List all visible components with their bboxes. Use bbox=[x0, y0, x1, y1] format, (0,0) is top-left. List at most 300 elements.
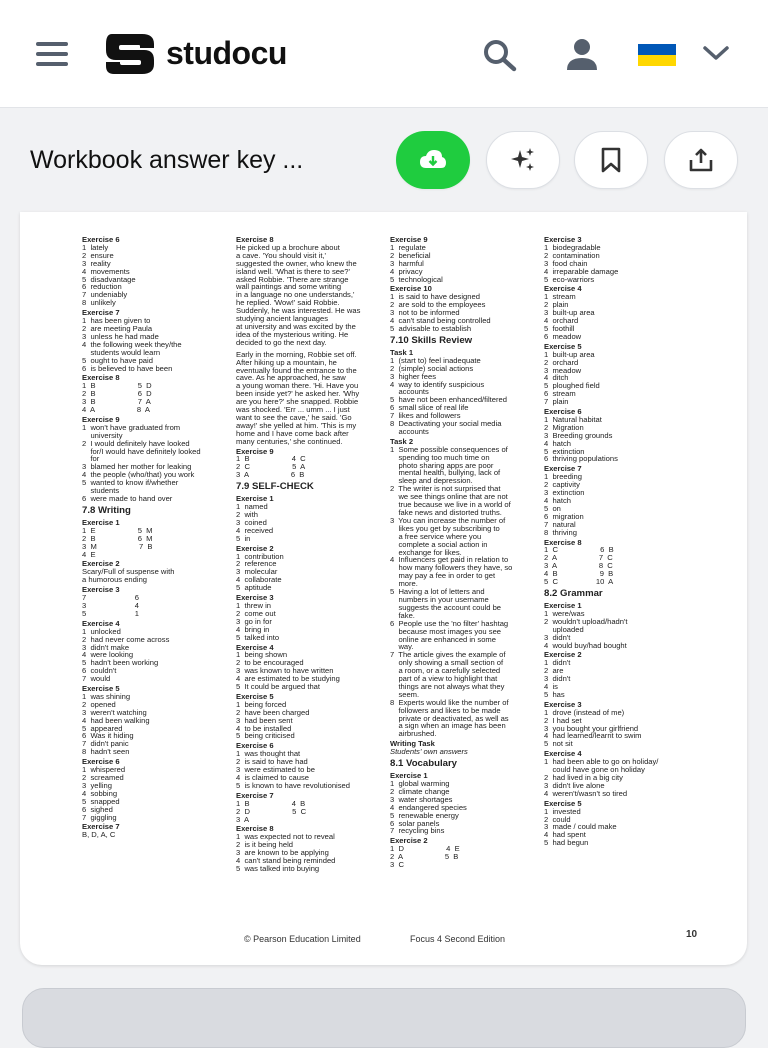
answer-line: 6 solar panels bbox=[390, 818, 440, 828]
answer-line: 1 being forced bbox=[236, 699, 287, 709]
answer-line: a humorous ending bbox=[82, 575, 148, 585]
answer-line: photo sharing apps are poor bbox=[390, 460, 494, 470]
answer-line: 5 being criticised bbox=[236, 731, 295, 741]
exercise-heading: Exercise 9 bbox=[82, 414, 120, 424]
answer-line: 4 privacy bbox=[390, 266, 423, 276]
answer-line: 3 were estimated to be bbox=[236, 765, 315, 775]
answer-line: 2 ensure bbox=[82, 250, 114, 260]
book-title-text: Focus 4 Second Edition bbox=[410, 934, 506, 944]
answer-line: B, D, A, C bbox=[82, 830, 116, 840]
answer-line: 2 I had set bbox=[544, 715, 582, 725]
answer-line: Scary/Full of suspense with bbox=[82, 567, 175, 577]
answer-line: 1 breeding bbox=[544, 472, 582, 482]
answer-line: 8 hadn't seen bbox=[82, 747, 130, 757]
answer-line: 4 orchard bbox=[544, 316, 579, 326]
section-heading: 8.2 Grammar bbox=[544, 587, 603, 599]
answer-line: 5 had begun bbox=[544, 838, 589, 848]
answer-line: 6 migration bbox=[544, 511, 584, 521]
exercise-heading: Exercise 8 bbox=[236, 824, 274, 834]
answer-line: 4 A 8 A bbox=[82, 405, 150, 415]
answer-line: 3 food chain bbox=[544, 258, 588, 268]
answer-line: 4 is bbox=[544, 682, 558, 692]
studocu-logo[interactable] bbox=[102, 30, 287, 76]
answer-line: 1 global warming bbox=[390, 779, 450, 788]
answer-line: 2 climate change bbox=[390, 786, 450, 796]
answer-line: 1 had been able to go on holiday/ bbox=[544, 757, 659, 767]
answer-line: 2 beneficial bbox=[390, 250, 431, 260]
answer-line: 6 couldn't bbox=[82, 666, 117, 676]
exercise-heading: Exercise 5 bbox=[544, 341, 582, 351]
answer-line: how many followers they have, so bbox=[390, 563, 513, 573]
answer-line: 1 was shining bbox=[82, 691, 131, 701]
answer-line: 1 D 4 E bbox=[390, 844, 460, 854]
answer-line: 6 is believed to have been bbox=[82, 363, 173, 373]
answer-line: 2 I would definitely have looked bbox=[82, 438, 190, 448]
exercise-heading: Exercise 6 bbox=[544, 407, 582, 417]
answer-line: spending too much time on bbox=[390, 452, 490, 462]
answer-line: online are enhanced in some bbox=[390, 634, 496, 644]
answer-line: 6 Was it hiding bbox=[82, 731, 134, 741]
answer-line: 1 (start to) feel inadequate bbox=[390, 355, 481, 365]
answer-line: 7 plain bbox=[544, 397, 569, 407]
answer-line: 2 C 5 A bbox=[236, 462, 306, 472]
answer-line: 4 irreparable damage bbox=[544, 266, 619, 276]
answer-line: 1 being shown bbox=[236, 650, 288, 660]
answer-line: 3 didn't bbox=[544, 632, 571, 642]
answer-line: 3 extinction bbox=[544, 488, 585, 498]
answer-line: 4 way to identify suspicious bbox=[390, 379, 485, 389]
answer-line: 1 threw in bbox=[236, 600, 272, 610]
answer-line: in a language no one understands,' bbox=[236, 290, 355, 300]
answer-line: 5 eco-warriors bbox=[544, 274, 595, 284]
answer-line: likes you get by subscribing to bbox=[390, 523, 500, 533]
answer-line: 1 B 4 C bbox=[236, 454, 306, 464]
answer-line: true because we live in a world of bbox=[390, 500, 511, 510]
answer-line: a young woman there. 'Hi. Have you bbox=[236, 381, 359, 391]
answer-line: 6 were made to hand over bbox=[82, 494, 173, 503]
answer-line: 2 The writer is not surprised that bbox=[390, 484, 501, 494]
exercise-heading: Exercise 7 bbox=[236, 790, 274, 800]
answer-line: 2 D 5 C bbox=[236, 806, 307, 816]
search-icon[interactable] bbox=[482, 38, 520, 72]
answer-line: island well. 'What is there to see?' bbox=[236, 266, 350, 276]
answer-line: 7 recycling bins bbox=[390, 826, 445, 836]
answer-line: After hiking up a mountain, he bbox=[236, 357, 337, 367]
answer-line: suggests the account could be bbox=[390, 602, 502, 612]
answer-line: 2 (simple) social actions bbox=[390, 363, 474, 373]
answer-line: 7 giggling bbox=[82, 812, 117, 822]
answer-line: for/I would have definitely looked bbox=[82, 446, 201, 456]
answer-line: 3 A 8 C bbox=[544, 561, 613, 571]
answer-line: 4 is claimed to cause bbox=[236, 773, 310, 782]
share-button[interactable] bbox=[664, 131, 738, 189]
exercise-heading: Exercise 7 bbox=[544, 464, 582, 474]
answer-line: 7 would bbox=[82, 674, 111, 684]
answer-line: 3 not to be informed bbox=[390, 308, 460, 318]
answer-line: 2 Migration bbox=[544, 422, 584, 432]
answer-line: 5 ought to have paid bbox=[82, 355, 153, 365]
answer-line: many centuries,' she continued. bbox=[236, 436, 343, 446]
answer-line: 5 disadvantage bbox=[82, 274, 136, 284]
answer-line: 3 4 bbox=[82, 600, 139, 610]
exercise-heading: Exercise 3 bbox=[236, 593, 274, 603]
save-button[interactable] bbox=[574, 131, 648, 189]
answer-line: 6 small slice of real life bbox=[390, 403, 469, 413]
answer-line: 2 orchard bbox=[544, 357, 579, 367]
answer-line: 5 on bbox=[544, 503, 561, 513]
answer-line: 2 are meeting Paula bbox=[82, 323, 153, 333]
answer-line: 4 collaborate bbox=[236, 575, 282, 585]
exercise-heading: Exercise 2 bbox=[82, 559, 120, 569]
document-title: Workbook answer key ... bbox=[30, 146, 304, 174]
answer-line: 4 E bbox=[82, 549, 96, 559]
answer-line: a sign when an image has been bbox=[390, 721, 506, 731]
exercise-heading: Exercise 4 bbox=[236, 642, 274, 652]
answer-line: 1 C 6 B bbox=[544, 545, 614, 555]
answer-line: 5 have not been enhanced/filtered bbox=[390, 395, 507, 405]
answer-line: 1 invested bbox=[544, 806, 581, 816]
answer-line: 3 Breeding grounds bbox=[544, 430, 613, 440]
copyright-text: © Pearson Education Limited bbox=[244, 934, 361, 944]
answer-line: 3 A bbox=[236, 814, 250, 824]
answer-line: 3 didn't make bbox=[82, 642, 130, 652]
answer-line: 3 B 7 A bbox=[82, 397, 151, 407]
answer-line: are you here?' she snapped. Robbie bbox=[236, 397, 359, 407]
answer-line: asked Robbie. 'There are strange bbox=[236, 274, 349, 284]
exercise-heading: Exercise 2 bbox=[390, 836, 428, 846]
answer-line: 6 People use the 'no filter' hashtag bbox=[390, 618, 509, 628]
answer-line: 3 built-up area bbox=[544, 308, 595, 318]
answer-line: 1 won't have graduated from bbox=[82, 422, 181, 432]
chevron-down-icon[interactable] bbox=[702, 44, 730, 62]
exercise-heading: Exercise 4 bbox=[544, 749, 582, 759]
exercise-heading: Task 2 bbox=[390, 436, 414, 446]
answer-line: more. bbox=[390, 579, 418, 589]
exercise-heading: Exercise 8 bbox=[544, 537, 582, 547]
answer-line: things are not always what they bbox=[390, 681, 505, 691]
answer-line: 3 didn't live alone bbox=[544, 780, 605, 790]
answer-line: 4 received bbox=[236, 525, 274, 535]
answer-line: private or deactivated, as well as bbox=[390, 713, 509, 723]
answer-line: 3 had been sent bbox=[236, 715, 293, 725]
answer-line: 1 E 5 M bbox=[82, 525, 153, 535]
answer-line: fake. bbox=[390, 610, 415, 620]
answer-line: 5 renewable energy bbox=[390, 810, 459, 820]
answer-line: 2 plain bbox=[544, 300, 569, 310]
answer-line: Early in the morning, Robbie set off. bbox=[236, 349, 357, 359]
exercise-heading: Exercise 7 bbox=[82, 822, 120, 832]
answer-line: 1 built-up area bbox=[544, 349, 595, 359]
answer-line: 2 B 6 D bbox=[82, 389, 152, 399]
answer-line: 1 didn't bbox=[544, 658, 571, 668]
answer-line: a room, or a carefully selected bbox=[390, 666, 501, 676]
answer-line: for bbox=[82, 454, 100, 464]
answer-line: exchange for likes. bbox=[390, 547, 462, 557]
answer-line: 5 in bbox=[236, 533, 251, 543]
answer-line: airbrushed. bbox=[390, 729, 437, 739]
answer-line: 4 Influencers get paid in relation to bbox=[390, 555, 509, 565]
answer-line: 2 screamed bbox=[82, 773, 124, 782]
answer-line: 3 meadow bbox=[544, 365, 582, 375]
answer-line: 2 are bbox=[544, 666, 564, 676]
exercise-heading: Exercise 4 bbox=[544, 284, 582, 294]
answer-line: 1 Some possible consequences of bbox=[390, 444, 508, 454]
answer-line: 5 extinction bbox=[544, 446, 585, 456]
answer-line: decided to go the next day. bbox=[236, 337, 327, 347]
answer-line: 6 stream bbox=[544, 389, 576, 399]
answer-line: at university and was excited by the bbox=[236, 321, 356, 331]
answer-line: a cave. 'You should visit it,' bbox=[236, 250, 326, 260]
answer-line: 2 opened bbox=[82, 699, 116, 709]
exercise-heading: Exercise 5 bbox=[82, 684, 120, 694]
answer-line: 3 made / could make bbox=[544, 822, 617, 832]
answer-line: 3 A 6 B bbox=[236, 470, 305, 480]
answer-line: 5 technological bbox=[390, 274, 443, 284]
ukraine-flag-icon[interactable] bbox=[638, 44, 676, 66]
logo-text: studocu bbox=[166, 34, 287, 71]
answer-line: 5 It could be argued that bbox=[236, 682, 321, 692]
exercise-heading: Exercise 3 bbox=[82, 585, 120, 595]
exercise-heading: Exercise 1 bbox=[544, 600, 582, 610]
answer-line: He picked up a brochure about bbox=[236, 242, 340, 252]
answer-line: sleep and depression. bbox=[390, 476, 473, 486]
answer-line: been inside yet?' he asked her. 'Why bbox=[236, 389, 360, 399]
answer-line: studying ancient languages bbox=[236, 314, 329, 324]
answer-line: 3 yelling bbox=[82, 780, 112, 790]
answer-line: because most images you see bbox=[390, 626, 502, 636]
page-column-1 bbox=[82, 234, 230, 839]
answer-line: way. bbox=[390, 642, 414, 652]
answer-line: 5 hadn't been working bbox=[82, 658, 159, 668]
answer-line: 4 were looking bbox=[82, 650, 134, 660]
answer-line: 5 wanted to know if/whether bbox=[82, 478, 179, 488]
exercise-heading: Exercise 6 bbox=[236, 741, 274, 751]
answer-line: 8 Experts would like the number of bbox=[390, 697, 509, 707]
answer-line: he replied. 'Wow!' said Robbie. bbox=[236, 298, 340, 308]
answer-line: 4 the people (who/that) you work bbox=[82, 470, 195, 480]
exercise-heading: Exercise 2 bbox=[236, 543, 274, 553]
answer-line: 2 with bbox=[236, 510, 258, 519]
answer-line: Suddenly, he was interested. He was bbox=[236, 306, 361, 316]
answer-line: 5 is known to have revolutionised bbox=[236, 780, 350, 790]
answer-line: 5 1 bbox=[82, 608, 139, 618]
answer-line: 5 aptitude bbox=[236, 583, 272, 593]
bottom-panel[interactable] bbox=[22, 988, 746, 1048]
answer-line: 1 Natural habitat bbox=[544, 414, 602, 424]
answer-line: 2 had lived in a big city bbox=[544, 773, 623, 782]
sparkle-icon bbox=[509, 146, 537, 174]
answer-line: 1 were/was bbox=[544, 608, 585, 618]
answer-line: we see things online that are not bbox=[390, 492, 508, 502]
answer-line: 1 regulate bbox=[390, 242, 426, 252]
answer-line: 3 weren't watching bbox=[82, 707, 147, 717]
answer-line: 3 go in for bbox=[236, 616, 272, 626]
answer-line: 4 the following week they/the bbox=[82, 339, 182, 349]
answer-line: 2 are sold to the employees bbox=[390, 300, 486, 310]
answer-line: may pay a fee in order to get bbox=[390, 571, 496, 581]
answer-line: 1 unlocked bbox=[82, 626, 121, 636]
answer-line: 2 contamination bbox=[544, 250, 600, 260]
answer-line: 2 is said to have had bbox=[236, 757, 308, 767]
answer-line: 1 stream bbox=[544, 292, 576, 302]
answer-line: 3 reality bbox=[82, 258, 111, 268]
answer-line: 4 hatch bbox=[544, 496, 572, 505]
answer-line: followers and likes to be made bbox=[390, 705, 501, 715]
ai-assistant-button[interactable] bbox=[486, 131, 560, 189]
answer-line: 3 harmful bbox=[390, 258, 424, 268]
user-icon[interactable] bbox=[564, 38, 600, 72]
answer-line: 1 named bbox=[236, 502, 268, 512]
answer-line: 5 talked into bbox=[236, 632, 280, 642]
exercise-heading: Exercise 7 bbox=[82, 308, 120, 318]
page-column-2 bbox=[236, 234, 384, 873]
answer-line: want to see the cave,' he said. 'Go bbox=[236, 412, 352, 422]
answer-line: 3 unless he had made bbox=[82, 331, 159, 341]
exercise-heading: Exercise 5 bbox=[236, 691, 274, 701]
answer-line: suggested the owner, who knew the bbox=[236, 258, 357, 268]
answer-note: Students' own answers bbox=[390, 747, 468, 757]
answer-line: 5 not sit bbox=[544, 739, 573, 749]
answer-line: 1 drove (instead of me) bbox=[544, 707, 625, 717]
answer-line: idea of the mysterious writing. He bbox=[236, 329, 349, 339]
exercise-heading: Exercise 8 bbox=[236, 235, 274, 244]
answer-line: 2 B 6 M bbox=[82, 533, 153, 543]
answer-line: 2 had never come across bbox=[82, 634, 170, 644]
answer-line: 4 had learned/learnt to swim bbox=[544, 731, 642, 741]
answer-line: 7 The article gives the example of bbox=[390, 650, 506, 660]
section-heading: 7.9 SELF-CHECK bbox=[236, 481, 314, 493]
exercise-heading: Exercise 3 bbox=[544, 699, 582, 709]
answer-line: 1 was expected not to reveal bbox=[236, 832, 335, 842]
exercise-heading: Task 1 bbox=[390, 347, 414, 357]
answer-line: 4 B 9 B bbox=[544, 569, 614, 579]
answer-line: 6 sighed bbox=[82, 804, 113, 814]
answer-line: 2 could bbox=[544, 814, 571, 824]
exercise-heading: Exercise 3 bbox=[544, 235, 582, 244]
exercise-heading: Exercise 1 bbox=[390, 771, 428, 781]
answer-line: 1 B 4 B bbox=[236, 798, 306, 808]
exercise-heading: Exercise 1 bbox=[236, 494, 274, 504]
answer-line: 1 lately bbox=[82, 242, 109, 252]
answer-line: 1 whispered bbox=[82, 765, 126, 775]
answer-line: 2 come out bbox=[236, 608, 276, 618]
answer-line: 5 foothill bbox=[544, 323, 575, 333]
section-heading: 7.10 Skills Review bbox=[390, 334, 473, 346]
section-heading: 7.8 Writing bbox=[82, 504, 131, 516]
answer-line: 2 is it being held bbox=[236, 840, 293, 850]
answer-line: students would learn bbox=[82, 347, 161, 357]
answer-line: 4 ditch bbox=[544, 373, 569, 383]
menu-icon[interactable] bbox=[36, 42, 68, 66]
answer-line: 7 likes and followers bbox=[390, 411, 461, 421]
answer-line: 3 water shortages bbox=[390, 794, 453, 804]
answer-line: 2 captivity bbox=[544, 480, 580, 490]
answer-line: 4 movements bbox=[82, 266, 130, 276]
page-column-3 bbox=[390, 234, 538, 869]
answer-line: 2 A 5 B bbox=[390, 852, 459, 862]
exercise-heading: Exercise 9 bbox=[236, 446, 274, 456]
exercise-heading: Exercise 8 bbox=[82, 373, 120, 383]
answer-line: 7 6 bbox=[82, 593, 139, 603]
answer-line: 1 has been given to bbox=[82, 316, 151, 326]
page-column-4 bbox=[544, 234, 692, 847]
answer-line: was shocked. 'Err ... umm ... I just bbox=[236, 405, 350, 415]
answer-line: 3 M 7 B bbox=[82, 541, 153, 551]
answer-line: students bbox=[82, 486, 120, 496]
answer-line: 8 unlikely bbox=[82, 298, 116, 308]
answer-line: mental health, bullying, lack of bbox=[390, 468, 501, 478]
answer-line: numbers in your username bbox=[390, 594, 489, 604]
answer-line: 3 you bought your girlfriend bbox=[544, 723, 639, 733]
answer-line: 4 had spent bbox=[544, 830, 586, 840]
answer-line: a free service where you bbox=[390, 531, 482, 541]
section-heading: 8.1 Vocabulary bbox=[390, 758, 458, 770]
answer-line: 4 bring in bbox=[236, 624, 270, 634]
answer-line: could have gone on holiday bbox=[544, 765, 645, 775]
answer-line: 5 snapped bbox=[82, 796, 120, 806]
answer-line: 4 hatch bbox=[544, 438, 572, 448]
exercise-heading: Exercise 6 bbox=[82, 757, 120, 767]
answer-line: 3 higher fees bbox=[390, 371, 437, 381]
exercise-heading: Exercise 9 bbox=[390, 235, 428, 244]
answer-line: 3 are known to be applying bbox=[236, 848, 329, 858]
answer-line: 2 have been charged bbox=[236, 707, 310, 717]
answer-line: 5 has bbox=[544, 689, 565, 699]
exercise-heading: Writing Task bbox=[390, 739, 435, 749]
exercise-heading: Exercise 5 bbox=[544, 798, 582, 808]
answer-line: 2 A 7 C bbox=[544, 553, 613, 563]
exercise-heading: Exercise 6 bbox=[82, 235, 120, 244]
answer-line: 4 had been walking bbox=[82, 715, 150, 725]
answer-line: 5 C 10 A bbox=[544, 577, 614, 587]
answer-line: 5 appeared bbox=[82, 723, 123, 733]
document-page bbox=[20, 212, 747, 965]
exercise-heading: Exercise 1 bbox=[82, 517, 120, 527]
download-icon bbox=[418, 148, 448, 172]
download-button[interactable] bbox=[396, 131, 470, 189]
exercise-heading: Exercise 10 bbox=[390, 284, 432, 294]
answer-line: 4 sobbing bbox=[82, 788, 118, 798]
answer-line: 4 can't stand being reminded bbox=[236, 856, 336, 866]
answer-line: accounts bbox=[390, 426, 429, 436]
exercise-heading: Exercise 4 bbox=[82, 618, 120, 628]
answer-line: 4 weren't/wasn't so tired bbox=[544, 788, 628, 798]
share-icon bbox=[688, 147, 714, 173]
answer-line: seem. bbox=[390, 689, 420, 699]
answer-line: 1 was thought that bbox=[236, 749, 301, 759]
answer-line: wall paintings and some writing bbox=[236, 282, 342, 292]
answer-line: 6 reduction bbox=[82, 282, 122, 292]
answer-line: 6 thriving populations bbox=[544, 454, 618, 464]
answer-line: 6 meadow bbox=[544, 331, 582, 341]
answer-line: 7 didn't panic bbox=[82, 739, 129, 749]
answer-line: 3 was known to have written bbox=[236, 666, 334, 676]
answer-line: complete a social action in bbox=[390, 539, 488, 549]
answer-line: 3 blamed her mother for leaking bbox=[82, 462, 192, 472]
answer-line: part of a view to highlight that bbox=[390, 674, 498, 684]
answer-line: 3 You can increase the number of bbox=[390, 515, 506, 525]
studocu-logo-mark bbox=[102, 30, 158, 76]
answer-line: 2 reference bbox=[236, 559, 277, 569]
answer-line: only showing a small section of bbox=[390, 658, 504, 668]
answer-line: 4 to be installed bbox=[236, 723, 292, 733]
answer-line: 1 contribution bbox=[236, 551, 284, 561]
answer-line: 3 didn't bbox=[544, 674, 571, 684]
answer-line: 2 wouldn't upload/hadn't bbox=[544, 616, 628, 626]
answer-line: away!' she yelled at him. 'This is my bbox=[236, 420, 357, 430]
top-navigation-bar bbox=[0, 0, 768, 108]
answer-line: eventually found the entrance to the bbox=[236, 365, 357, 375]
